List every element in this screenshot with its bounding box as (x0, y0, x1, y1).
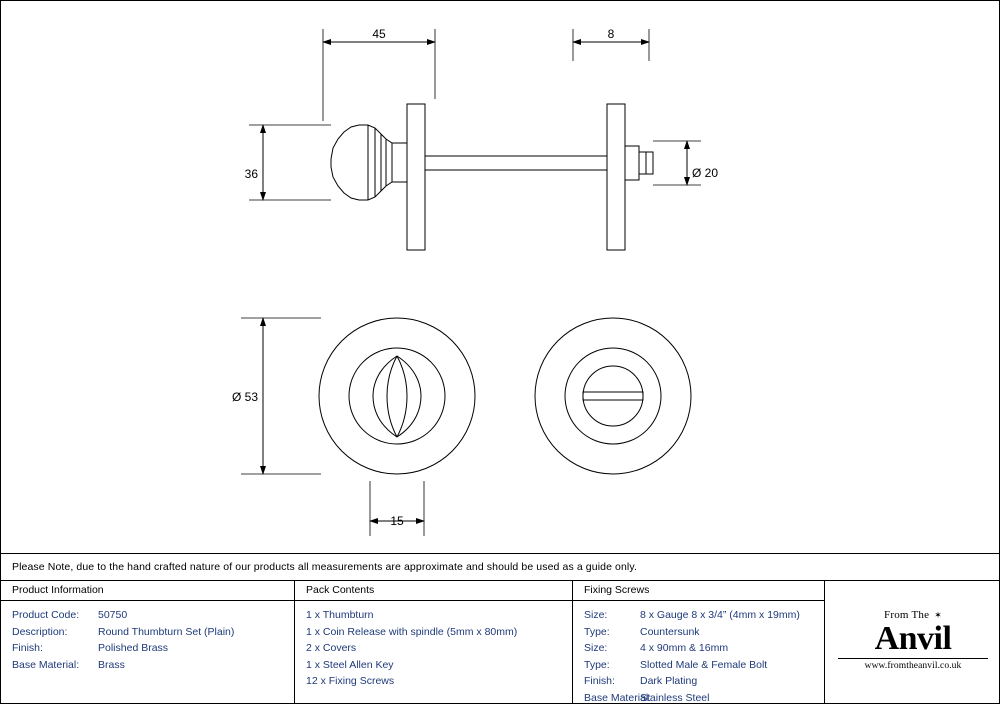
base-material-value: Brass (98, 658, 125, 671)
pack-contents-column (295, 581, 573, 704)
measurement-note-text: Please Note, due to the hand crafted nature of our products all measurements are approximate and should be used as a guide only. (12, 561, 637, 573)
table-row (12, 657, 294, 674)
finish-value: Polished Brass (98, 642, 169, 654)
dimension-label-spindle-width: 8 (607, 27, 615, 41)
finish-key: Finish: (12, 642, 43, 654)
dimension-label-rose-depth: 15 (390, 514, 404, 528)
fixing-type-key-1: Type: (584, 625, 610, 638)
pack-contents-body (295, 601, 572, 690)
list-item: 12 x Fixing Screws (306, 675, 395, 687)
fixing-type-key-2: Type: (584, 658, 610, 671)
pack-contents-header: Pack Contents (295, 581, 572, 601)
fixing-finish-value: Dark Plating (640, 675, 698, 687)
fixing-type-value-1: Countersunk (640, 625, 700, 638)
table-row (584, 657, 824, 674)
table-row (584, 607, 824, 624)
table-row (584, 690, 824, 704)
fixing-screws-body (573, 601, 824, 704)
table-row (12, 640, 294, 657)
base-material-key: Base Material: (12, 658, 80, 671)
table-row (12, 624, 294, 641)
product-information-header: Product Information (1, 581, 294, 601)
product-information-body (1, 601, 294, 673)
description-value: Round Thumbturn Set (Plain) (98, 625, 235, 638)
fixing-size-value-2: 4 x 90mm & 16mm (640, 642, 729, 654)
dimension-label-top-width: 45 (372, 27, 386, 41)
list-item: 1 x Thumbturn (306, 609, 374, 621)
spec-table (1, 581, 1000, 704)
logo-top-text: From The (883, 608, 930, 621)
table-row (584, 640, 824, 657)
brand-logo (825, 581, 1000, 704)
dimension-label-spindle-diameter: Ø 20 (692, 166, 719, 180)
table-row (12, 607, 294, 624)
fixing-base-material-value: Stainless Steel (640, 691, 710, 704)
logo-wordmark: Anvil (874, 619, 952, 657)
table-row (584, 624, 824, 641)
fixing-base-material-key: Base Material: (584, 691, 652, 704)
fixing-type-value-2: Slotted Male & Female Bolt (640, 658, 768, 671)
fixing-finish-key: Finish: (584, 675, 615, 687)
fixing-size-key-2: Size: (584, 642, 608, 654)
logo-divider (838, 658, 988, 659)
description-key: Description: (12, 625, 68, 638)
list-item: 2 x Covers (306, 642, 357, 654)
fixing-size-value-1: 8 x Gauge 8 x 3/4” (4mm x 19mm) (640, 609, 800, 621)
table-row (584, 673, 824, 690)
star-icon: ✶ (934, 609, 942, 620)
product-code-value: 50750 (98, 609, 128, 621)
technical-drawing (1, 1, 1000, 553)
list-item: 1 x Steel Allen Key (306, 658, 394, 671)
product-code-key: Product Code: (12, 609, 80, 621)
fixing-size-key-1: Size: (584, 609, 608, 621)
fixing-screws-header: Fixing Screws (573, 581, 824, 601)
dimension-label-knob-height: 36 (244, 167, 258, 181)
fixing-screws-column (573, 581, 825, 704)
product-information-column (1, 581, 295, 704)
measurement-note (1, 553, 1000, 581)
list-item: 1 x Coin Release with spindle (5mm x 80mm) (306, 625, 518, 638)
logo-url: www.fromtheanvil.co.uk (864, 660, 962, 671)
dimension-label-rose-diameter: Ø 53 (231, 390, 258, 404)
